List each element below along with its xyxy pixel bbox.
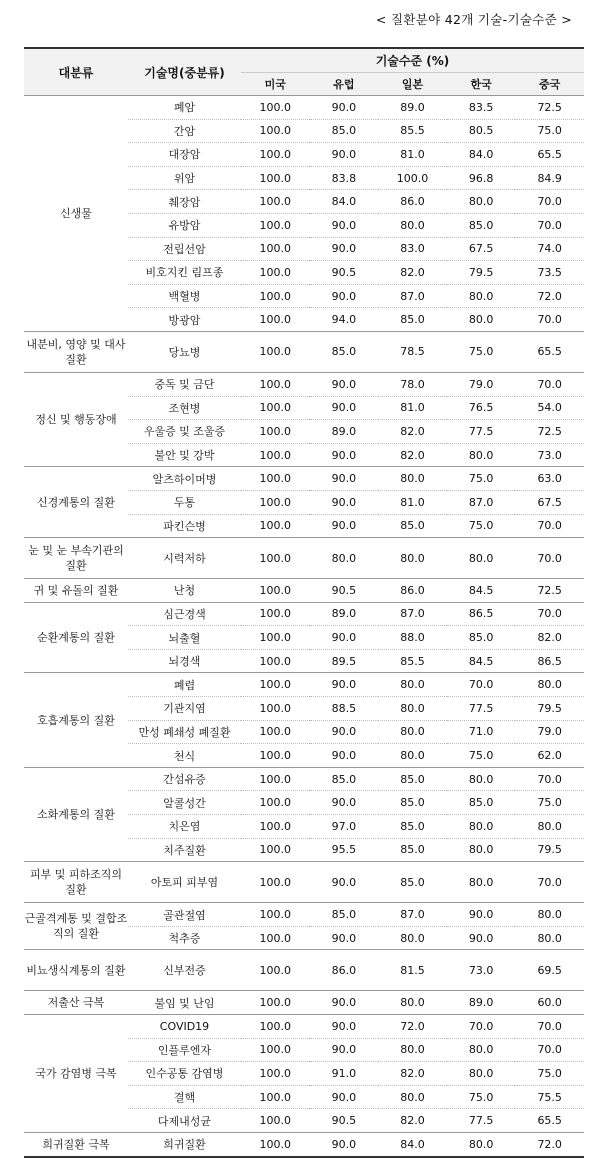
value-cell: 90.0 bbox=[310, 143, 379, 167]
value-cell: 87.0 bbox=[378, 602, 447, 626]
header-country: 일본 bbox=[378, 73, 447, 96]
value-cell: 100.0 bbox=[241, 720, 310, 744]
table-row bbox=[24, 602, 584, 626]
value-cell: 72.5 bbox=[515, 420, 584, 444]
value-cell: 85.0 bbox=[310, 331, 379, 372]
tech-name-cell: 폐암 bbox=[128, 96, 241, 120]
value-cell: 81.0 bbox=[378, 396, 447, 420]
category-cell: 국가 감염병 극복 bbox=[24, 1015, 128, 1133]
value-cell: 80.0 bbox=[378, 467, 447, 491]
tech-name-cell: 심근경색 bbox=[128, 602, 241, 626]
value-cell: 100.0 bbox=[241, 467, 310, 491]
category-cell: 피부 및 피하조직의 질환 bbox=[24, 862, 128, 903]
value-cell: 70.0 bbox=[447, 673, 516, 697]
value-cell: 90.0 bbox=[310, 467, 379, 491]
value-cell: 90.0 bbox=[310, 991, 379, 1015]
header-level: 기술수준 (%) bbox=[241, 48, 584, 73]
value-cell: 100.0 bbox=[241, 791, 310, 815]
value-cell: 100.0 bbox=[241, 213, 310, 237]
value-cell: 85.0 bbox=[378, 838, 447, 862]
value-cell: 80.0 bbox=[447, 538, 516, 579]
value-cell: 72.0 bbox=[378, 1015, 447, 1039]
value-cell: 82.0 bbox=[378, 1109, 447, 1133]
value-cell: 100.0 bbox=[241, 237, 310, 261]
value-cell: 100.0 bbox=[241, 697, 310, 721]
value-cell: 91.0 bbox=[310, 1062, 379, 1086]
value-cell: 80.0 bbox=[515, 673, 584, 697]
value-cell: 100.0 bbox=[241, 950, 310, 991]
value-cell: 100.0 bbox=[241, 903, 310, 927]
value-cell: 79.5 bbox=[515, 697, 584, 721]
value-cell: 80.0 bbox=[447, 190, 516, 214]
tech-name-cell: 아토피 피부염 bbox=[128, 862, 241, 903]
value-cell: 90.0 bbox=[310, 626, 379, 650]
tech-name-cell: 시력저하 bbox=[128, 538, 241, 579]
category-cell: 근골격계통 및 결합조직의 질환 bbox=[24, 903, 128, 950]
value-cell: 77.5 bbox=[447, 697, 516, 721]
tech-name-cell: 방광암 bbox=[128, 308, 241, 332]
tech-name-cell: 다제내성균 bbox=[128, 1109, 241, 1133]
category-cell: 정신 및 행동장애 bbox=[24, 372, 128, 466]
value-cell: 81.5 bbox=[378, 950, 447, 991]
tech-name-cell: 천식 bbox=[128, 744, 241, 768]
value-cell: 86.0 bbox=[378, 190, 447, 214]
value-cell: 86.0 bbox=[310, 950, 379, 991]
value-cell: 70.0 bbox=[515, 213, 584, 237]
value-cell: 86.5 bbox=[515, 649, 584, 673]
value-cell: 86.5 bbox=[447, 602, 516, 626]
value-cell: 90.0 bbox=[310, 1015, 379, 1039]
value-cell: 81.0 bbox=[378, 490, 447, 514]
header-category: 대분류 bbox=[24, 48, 128, 96]
value-cell: 74.0 bbox=[515, 237, 584, 261]
value-cell: 70.0 bbox=[515, 862, 584, 903]
tech-name-cell: 결핵 bbox=[128, 1085, 241, 1109]
category-cell: 귀 및 유돌의 질환 bbox=[24, 579, 128, 603]
value-cell: 85.0 bbox=[447, 791, 516, 815]
value-cell: 84.0 bbox=[310, 190, 379, 214]
value-cell: 76.5 bbox=[447, 396, 516, 420]
tech-name-cell: 뇌경색 bbox=[128, 649, 241, 673]
value-cell: 100.0 bbox=[241, 420, 310, 444]
value-cell: 90.5 bbox=[310, 579, 379, 603]
value-cell: 85.0 bbox=[378, 791, 447, 815]
value-cell: 96.8 bbox=[447, 166, 516, 190]
tech-name-cell: 만성 폐쇄성 폐질환 bbox=[128, 720, 241, 744]
tech-name-cell: 척추증 bbox=[128, 926, 241, 950]
header-country: 한국 bbox=[447, 73, 516, 96]
value-cell: 80.5 bbox=[447, 119, 516, 143]
value-cell: 82.0 bbox=[378, 261, 447, 285]
value-cell: 89.0 bbox=[447, 991, 516, 1015]
tech-name-cell: 조현병 bbox=[128, 396, 241, 420]
value-cell: 70.0 bbox=[515, 372, 584, 396]
value-cell: 67.5 bbox=[515, 490, 584, 514]
value-cell: 83.5 bbox=[447, 96, 516, 120]
value-cell: 73.5 bbox=[515, 261, 584, 285]
value-cell: 85.0 bbox=[378, 514, 447, 538]
value-cell: 100.0 bbox=[241, 1085, 310, 1109]
value-cell: 65.5 bbox=[515, 1109, 584, 1133]
value-cell: 88.5 bbox=[310, 697, 379, 721]
table-row bbox=[24, 372, 584, 396]
header-country: 중국 bbox=[515, 73, 584, 96]
tech-name-cell: 치은염 bbox=[128, 815, 241, 839]
value-cell: 90.0 bbox=[310, 862, 379, 903]
tech-name-cell: 우울증 및 조울증 bbox=[128, 420, 241, 444]
value-cell: 90.5 bbox=[310, 261, 379, 285]
value-cell: 90.0 bbox=[310, 791, 379, 815]
header-country: 유럽 bbox=[310, 73, 379, 96]
value-cell: 83.8 bbox=[310, 166, 379, 190]
tech-name-cell: 알츠하이머병 bbox=[128, 467, 241, 491]
value-cell: 70.0 bbox=[515, 1038, 584, 1062]
value-cell: 90.0 bbox=[310, 284, 379, 308]
value-cell: 85.0 bbox=[310, 119, 379, 143]
value-cell: 90.0 bbox=[310, 237, 379, 261]
table-body bbox=[24, 96, 584, 1157]
value-cell: 67.5 bbox=[447, 237, 516, 261]
tech-name-cell: 전립선암 bbox=[128, 237, 241, 261]
value-cell: 85.0 bbox=[378, 862, 447, 903]
header-tech: 기술명(중분류) bbox=[128, 48, 241, 96]
value-cell: 80.0 bbox=[515, 815, 584, 839]
value-cell: 79.5 bbox=[515, 838, 584, 862]
tech-name-cell: 인수공통 감염병 bbox=[128, 1062, 241, 1086]
value-cell: 72.0 bbox=[515, 1132, 584, 1156]
value-cell: 100.0 bbox=[241, 1038, 310, 1062]
value-cell: 80.0 bbox=[447, 838, 516, 862]
tech-name-cell: 당뇨병 bbox=[128, 331, 241, 372]
tech-name-cell: 간암 bbox=[128, 119, 241, 143]
category-cell: 눈 및 눈 부속기관의 질환 bbox=[24, 538, 128, 579]
value-cell: 75.0 bbox=[447, 514, 516, 538]
value-cell: 79.5 bbox=[447, 261, 516, 285]
value-cell: 80.0 bbox=[378, 697, 447, 721]
value-cell: 100.0 bbox=[241, 1132, 310, 1156]
value-cell: 70.0 bbox=[447, 1015, 516, 1039]
value-cell: 100.0 bbox=[241, 767, 310, 791]
value-cell: 70.0 bbox=[515, 602, 584, 626]
value-cell: 84.0 bbox=[447, 143, 516, 167]
tech-name-cell: 기관지염 bbox=[128, 697, 241, 721]
table-row bbox=[24, 862, 584, 903]
table-row bbox=[24, 538, 584, 579]
value-cell: 90.5 bbox=[310, 1109, 379, 1133]
tech-name-cell: 난청 bbox=[128, 579, 241, 603]
value-cell: 95.5 bbox=[310, 838, 379, 862]
value-cell: 80.0 bbox=[447, 443, 516, 467]
value-cell: 77.5 bbox=[447, 1109, 516, 1133]
value-cell: 79.0 bbox=[447, 372, 516, 396]
value-cell: 100.0 bbox=[241, 673, 310, 697]
value-cell: 85.0 bbox=[378, 815, 447, 839]
value-cell: 90.0 bbox=[310, 744, 379, 768]
value-cell: 80.0 bbox=[378, 538, 447, 579]
value-cell: 80.0 bbox=[447, 1132, 516, 1156]
value-cell: 85.5 bbox=[378, 119, 447, 143]
value-cell: 78.5 bbox=[378, 331, 447, 372]
value-cell: 70.0 bbox=[515, 1015, 584, 1039]
value-cell: 80.0 bbox=[378, 1038, 447, 1062]
value-cell: 90.0 bbox=[310, 372, 379, 396]
value-cell: 75.0 bbox=[447, 331, 516, 372]
value-cell: 88.0 bbox=[378, 626, 447, 650]
value-cell: 63.0 bbox=[515, 467, 584, 491]
value-cell: 90.0 bbox=[310, 1132, 379, 1156]
value-cell: 100.0 bbox=[241, 261, 310, 285]
value-cell: 100.0 bbox=[241, 538, 310, 579]
tech-name-cell: 희귀질환 bbox=[128, 1132, 241, 1156]
value-cell: 90.0 bbox=[310, 673, 379, 697]
tech-name-cell: 중독 및 금단 bbox=[128, 372, 241, 396]
category-cell: 순환계통의 질환 bbox=[24, 602, 128, 673]
value-cell: 100.0 bbox=[241, 119, 310, 143]
tech-name-cell: 뇌출혈 bbox=[128, 626, 241, 650]
tech-name-cell: 알콜성간 bbox=[128, 791, 241, 815]
value-cell: 69.5 bbox=[515, 950, 584, 991]
value-cell: 85.0 bbox=[378, 308, 447, 332]
value-cell: 73.0 bbox=[515, 443, 584, 467]
value-cell: 80.0 bbox=[378, 744, 447, 768]
value-cell: 80.0 bbox=[447, 862, 516, 903]
category-cell: 희귀질환 극복 bbox=[24, 1132, 128, 1156]
value-cell: 70.0 bbox=[515, 308, 584, 332]
tech-name-cell: 파킨슨병 bbox=[128, 514, 241, 538]
category-cell: 저출산 극복 bbox=[24, 991, 128, 1015]
value-cell: 75.0 bbox=[447, 1085, 516, 1109]
header-country: 미국 bbox=[241, 73, 310, 96]
value-cell: 80.0 bbox=[447, 1038, 516, 1062]
value-cell: 90.0 bbox=[310, 96, 379, 120]
value-cell: 80.0 bbox=[378, 720, 447, 744]
tech-name-cell: 유방암 bbox=[128, 213, 241, 237]
value-cell: 70.0 bbox=[515, 538, 584, 579]
value-cell: 80.0 bbox=[378, 926, 447, 950]
value-cell: 100.0 bbox=[241, 514, 310, 538]
value-cell: 60.0 bbox=[515, 991, 584, 1015]
tech-name-cell: 두통 bbox=[128, 490, 241, 514]
value-cell: 90.0 bbox=[310, 443, 379, 467]
table-row bbox=[24, 991, 584, 1015]
value-cell: 84.5 bbox=[447, 649, 516, 673]
table-row bbox=[24, 1015, 584, 1039]
value-cell: 90.0 bbox=[310, 490, 379, 514]
value-cell: 90.0 bbox=[310, 396, 379, 420]
value-cell: 100.0 bbox=[241, 579, 310, 603]
value-cell: 89.5 bbox=[310, 649, 379, 673]
value-cell: 90.0 bbox=[310, 1038, 379, 1062]
value-cell: 100.0 bbox=[241, 284, 310, 308]
table-row bbox=[24, 579, 584, 603]
value-cell: 100.0 bbox=[241, 443, 310, 467]
value-cell: 100.0 bbox=[241, 926, 310, 950]
value-cell: 73.0 bbox=[447, 950, 516, 991]
value-cell: 71.0 bbox=[447, 720, 516, 744]
value-cell: 82.0 bbox=[378, 1062, 447, 1086]
value-cell: 65.5 bbox=[515, 331, 584, 372]
tech-name-cell: 치주질환 bbox=[128, 838, 241, 862]
value-cell: 100.0 bbox=[241, 331, 310, 372]
value-cell: 100.0 bbox=[241, 815, 310, 839]
tech-name-cell: 비호지킨 림프종 bbox=[128, 261, 241, 285]
value-cell: 81.0 bbox=[378, 143, 447, 167]
tech-name-cell: 인플루엔자 bbox=[128, 1038, 241, 1062]
value-cell: 85.0 bbox=[447, 626, 516, 650]
value-cell: 87.0 bbox=[378, 284, 447, 308]
category-cell: 신생물 bbox=[24, 96, 128, 332]
tech-name-cell: 불안 및 강박 bbox=[128, 443, 241, 467]
value-cell: 82.0 bbox=[378, 420, 447, 444]
value-cell: 77.5 bbox=[447, 420, 516, 444]
value-cell: 100.0 bbox=[241, 991, 310, 1015]
value-cell: 75.0 bbox=[447, 467, 516, 491]
tech-name-cell: 간섬유증 bbox=[128, 767, 241, 791]
value-cell: 84.5 bbox=[447, 579, 516, 603]
table-header bbox=[24, 48, 584, 96]
value-cell: 80.0 bbox=[310, 538, 379, 579]
value-cell: 75.5 bbox=[515, 1085, 584, 1109]
table-row bbox=[24, 96, 584, 120]
table-row bbox=[24, 950, 584, 991]
value-cell: 100.0 bbox=[241, 744, 310, 768]
value-cell: 100.0 bbox=[241, 649, 310, 673]
value-cell: 85.0 bbox=[310, 903, 379, 927]
value-cell: 100.0 bbox=[241, 1015, 310, 1039]
tech-name-cell: 위암 bbox=[128, 166, 241, 190]
tech-name-cell: 대장암 bbox=[128, 143, 241, 167]
value-cell: 80.0 bbox=[378, 673, 447, 697]
tech-name-cell: 신부전증 bbox=[128, 950, 241, 991]
tech-name-cell: COVID19 bbox=[128, 1015, 241, 1039]
category-cell: 내분비, 영양 및 대사 질환 bbox=[24, 331, 128, 372]
tech-name-cell: 췌장암 bbox=[128, 190, 241, 214]
value-cell: 80.0 bbox=[447, 308, 516, 332]
table-row bbox=[24, 673, 584, 697]
value-cell: 75.0 bbox=[515, 791, 584, 815]
table-row bbox=[24, 767, 584, 791]
value-cell: 94.0 bbox=[310, 308, 379, 332]
value-cell: 80.0 bbox=[515, 926, 584, 950]
value-cell: 82.0 bbox=[515, 626, 584, 650]
value-cell: 86.0 bbox=[378, 579, 447, 603]
value-cell: 100.0 bbox=[241, 838, 310, 862]
table-row bbox=[24, 467, 584, 491]
value-cell: 70.0 bbox=[515, 190, 584, 214]
value-cell: 97.0 bbox=[310, 815, 379, 839]
category-cell: 신경계통의 질환 bbox=[24, 467, 128, 538]
table-row bbox=[24, 331, 584, 372]
value-cell: 100.0 bbox=[241, 626, 310, 650]
value-cell: 85.0 bbox=[310, 767, 379, 791]
value-cell: 100.0 bbox=[241, 396, 310, 420]
value-cell: 85.5 bbox=[378, 649, 447, 673]
value-cell: 89.0 bbox=[378, 96, 447, 120]
tech-name-cell: 골관절염 bbox=[128, 903, 241, 927]
value-cell: 90.0 bbox=[310, 213, 379, 237]
value-cell: 84.9 bbox=[515, 166, 584, 190]
category-cell: 소화계통의 질환 bbox=[24, 767, 128, 861]
value-cell: 90.0 bbox=[310, 720, 379, 744]
value-cell: 90.0 bbox=[447, 926, 516, 950]
value-cell: 100.0 bbox=[241, 490, 310, 514]
value-cell: 90.0 bbox=[310, 926, 379, 950]
table-caption: < 질환분야 42개 기술-기술수준 > bbox=[375, 12, 572, 27]
value-cell: 80.0 bbox=[447, 767, 516, 791]
value-cell: 84.0 bbox=[378, 1132, 447, 1156]
value-cell: 80.0 bbox=[515, 903, 584, 927]
value-cell: 62.0 bbox=[515, 744, 584, 768]
value-cell: 100.0 bbox=[241, 1109, 310, 1133]
value-cell: 87.0 bbox=[447, 490, 516, 514]
value-cell: 80.0 bbox=[447, 815, 516, 839]
value-cell: 100.0 bbox=[241, 96, 310, 120]
value-cell: 100.0 bbox=[241, 166, 310, 190]
value-cell: 100.0 bbox=[241, 143, 310, 167]
value-cell: 80.0 bbox=[447, 1062, 516, 1086]
value-cell: 75.0 bbox=[447, 744, 516, 768]
value-cell: 75.0 bbox=[515, 119, 584, 143]
value-cell: 100.0 bbox=[241, 190, 310, 214]
value-cell: 80.0 bbox=[447, 284, 516, 308]
value-cell: 72.0 bbox=[515, 284, 584, 308]
value-cell: 80.0 bbox=[378, 213, 447, 237]
tech-name-cell: 폐렴 bbox=[128, 673, 241, 697]
tech-name-cell: 불임 및 난임 bbox=[128, 991, 241, 1015]
value-cell: 100.0 bbox=[241, 862, 310, 903]
value-cell: 54.0 bbox=[515, 396, 584, 420]
value-cell: 83.0 bbox=[378, 237, 447, 261]
value-cell: 75.0 bbox=[515, 1062, 584, 1086]
value-cell: 90.0 bbox=[310, 514, 379, 538]
category-cell: 비뇨생식계통의 질환 bbox=[24, 950, 128, 991]
value-cell: 100.0 bbox=[378, 166, 447, 190]
value-cell: 85.0 bbox=[447, 213, 516, 237]
value-cell: 72.5 bbox=[515, 96, 584, 120]
tech-name-cell: 백혈병 bbox=[128, 284, 241, 308]
value-cell: 80.0 bbox=[378, 991, 447, 1015]
value-cell: 79.0 bbox=[515, 720, 584, 744]
value-cell: 72.5 bbox=[515, 579, 584, 603]
value-cell: 65.5 bbox=[515, 143, 584, 167]
value-cell: 70.0 bbox=[515, 514, 584, 538]
table-row bbox=[24, 903, 584, 927]
value-cell: 90.0 bbox=[310, 1085, 379, 1109]
value-cell: 70.0 bbox=[515, 767, 584, 791]
value-cell: 78.0 bbox=[378, 372, 447, 396]
value-cell: 85.0 bbox=[378, 767, 447, 791]
value-cell: 100.0 bbox=[241, 602, 310, 626]
value-cell: 89.0 bbox=[310, 420, 379, 444]
value-cell: 100.0 bbox=[241, 1062, 310, 1086]
value-cell: 100.0 bbox=[241, 372, 310, 396]
tech-level-table bbox=[24, 47, 584, 1158]
category-cell: 호흡계통의 질환 bbox=[24, 673, 128, 767]
value-cell: 82.0 bbox=[378, 443, 447, 467]
value-cell: 87.0 bbox=[378, 903, 447, 927]
value-cell: 90.0 bbox=[447, 903, 516, 927]
value-cell: 89.0 bbox=[310, 602, 379, 626]
value-cell: 80.0 bbox=[378, 1085, 447, 1109]
value-cell: 100.0 bbox=[241, 308, 310, 332]
